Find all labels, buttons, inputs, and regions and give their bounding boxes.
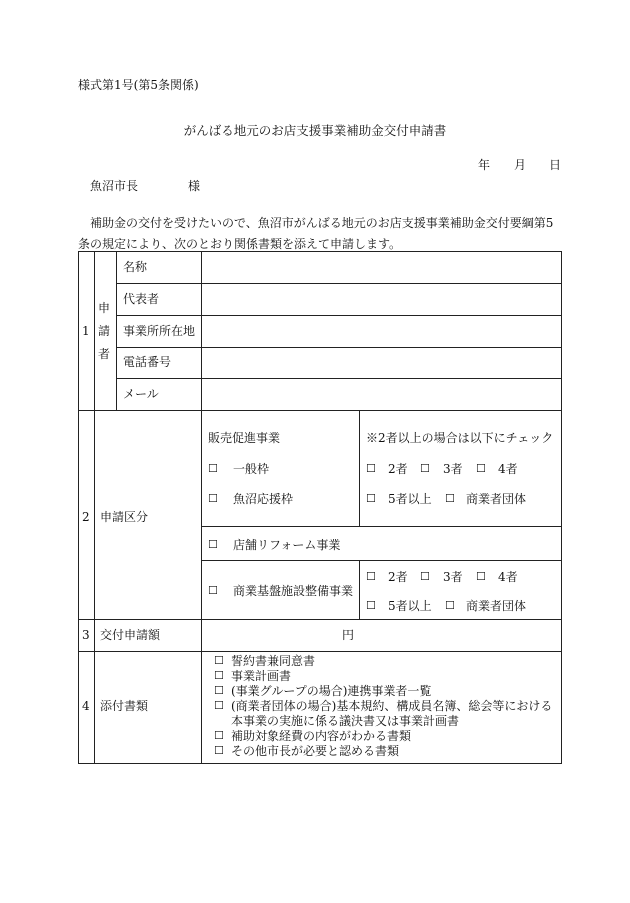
- document-title: がんばる地元のお店支援事業補助金交付申請書: [183, 123, 447, 138]
- multi-party-note: ※2者以上の場合は以下にチェック: [366, 431, 554, 445]
- org-label: 商業者団体: [466, 492, 527, 506]
- table-border-right: [561, 251, 562, 764]
- infra-two-party-label: 2者: [388, 570, 408, 584]
- attachment-item: 事業計画書: [231, 669, 292, 683]
- date-month-label: 月: [514, 158, 527, 172]
- date-day-label: 日: [549, 158, 562, 172]
- five-plus-checkbox[interactable]: ☐: [366, 492, 376, 505]
- amount-label: 交付申請額: [100, 628, 161, 642]
- attachment-checkbox[interactable]: ☐: [214, 744, 224, 757]
- infra-two-party-checkbox[interactable]: ☐: [366, 570, 376, 583]
- org-checkbox[interactable]: ☐: [445, 492, 455, 505]
- date-year-label: 年: [478, 158, 491, 172]
- three-party-label: 3者: [443, 462, 463, 476]
- amount-field[interactable]: [202, 620, 561, 651]
- reform-label: 店舗リフォーム事業: [233, 538, 341, 552]
- sales-promotion-title: 販売促進事業: [208, 431, 281, 445]
- category-value-divider: [201, 410, 202, 651]
- table-border-left: [78, 251, 79, 764]
- section-divider-1: [78, 410, 562, 411]
- uonuma-checkbox[interactable]: ☐: [208, 492, 218, 505]
- applicant-name-field[interactable]: [202, 252, 561, 283]
- infra-multi-divider: [359, 560, 360, 619]
- attachment-item-continuation: 本事業の実施に係る議決書又は事業計画書: [231, 714, 460, 728]
- applicant-address-label: 事業所所在地: [123, 324, 196, 338]
- four-party-label: 4者: [498, 462, 518, 476]
- applicant-representative-label: 代表者: [123, 292, 160, 306]
- attachment-item: その他市長が必要と認める書類: [231, 744, 400, 758]
- attachments-label: 添付書類: [100, 699, 149, 713]
- applicant-label-char: 者: [98, 347, 111, 361]
- applicant-email-label: メール: [123, 387, 159, 401]
- section-1-number: 1: [82, 324, 90, 338]
- infra-org-checkbox[interactable]: ☐: [445, 599, 455, 612]
- applicant-label-char: 請: [98, 324, 111, 338]
- infra-checkbox[interactable]: ☐: [208, 584, 218, 597]
- applicant-name-label: 名称: [123, 260, 148, 274]
- table-border-bottom: [78, 763, 562, 764]
- five-plus-label: 5者以上: [388, 492, 432, 506]
- infra-four-party-label: 4者: [498, 570, 518, 584]
- attachment-checkbox[interactable]: ☐: [214, 699, 224, 712]
- general-checkbox[interactable]: ☐: [208, 462, 218, 475]
- applicant-phone-label: 電話番号: [123, 355, 172, 369]
- amount-unit: 円: [342, 628, 355, 642]
- attachment-checkbox[interactable]: ☐: [214, 669, 224, 682]
- intro-line-2: 条の規定により、次のとおり関係書類を添えて申請します。: [78, 237, 402, 251]
- applicant-label-divider: [116, 251, 117, 410]
- section-3-number: 3: [82, 628, 90, 642]
- infra-four-party-checkbox[interactable]: ☐: [476, 570, 486, 583]
- category-row-line: [201, 560, 562, 561]
- section-2-number: 2: [82, 510, 90, 524]
- number-column-divider: [94, 251, 95, 764]
- addressee-honorific: 様: [188, 179, 201, 193]
- reform-checkbox[interactable]: ☐: [208, 538, 218, 551]
- attachment-checkbox[interactable]: ☐: [214, 729, 224, 742]
- attachment-item: (事業グループの場合)連携事業者一覧: [231, 684, 432, 698]
- attachment-item: (商業者団体の場合)基本規約、構成員名簿、総会等における: [231, 699, 553, 713]
- form-number: 様式第1号(第5条関係): [78, 78, 199, 92]
- category-label: 申請区分: [100, 510, 149, 524]
- infra-five-plus-label: 5者以上: [388, 599, 432, 613]
- applicant-phone-field[interactable]: [202, 348, 561, 378]
- general-label: 一般枠: [233, 462, 270, 476]
- attachment-checkbox[interactable]: ☐: [214, 684, 224, 697]
- infra-five-plus-checkbox[interactable]: ☐: [366, 599, 376, 612]
- section-4-number: 4: [82, 699, 90, 713]
- infra-three-party-label: 3者: [443, 570, 463, 584]
- infra-org-label: 商業者団体: [466, 599, 527, 613]
- attachment-item: 補助対象経費の内容がわかる書類: [231, 729, 412, 743]
- category-multi-divider: [359, 410, 360, 526]
- applicant-address-field[interactable]: [202, 316, 561, 347]
- infra-three-party-checkbox[interactable]: ☐: [420, 570, 430, 583]
- applicant-email-field[interactable]: [202, 379, 561, 410]
- two-party-label: 2者: [388, 462, 408, 476]
- applicant-representative-field[interactable]: [202, 284, 561, 315]
- applicant-label-char: 申: [98, 301, 111, 315]
- addressee: 魚沼市長: [90, 179, 139, 193]
- section-divider-3: [78, 651, 562, 652]
- category-row-line: [201, 526, 562, 527]
- attachments-value-divider: [201, 651, 202, 763]
- two-party-checkbox[interactable]: ☐: [366, 462, 376, 475]
- uonuma-label: 魚沼応援枠: [233, 492, 294, 506]
- attachment-checkbox[interactable]: ☐: [214, 654, 224, 667]
- infra-label: 商業基盤施設整備事業: [233, 584, 354, 598]
- three-party-checkbox[interactable]: ☐: [420, 462, 430, 475]
- intro-line-1: 補助金の交付を受けたいので、魚沼市がんばる地元のお店支援事業補助金交付要綱第5: [90, 216, 554, 230]
- attachment-item: 誓約書兼同意書: [231, 654, 316, 668]
- four-party-checkbox[interactable]: ☐: [476, 462, 486, 475]
- application-table: [78, 251, 562, 764]
